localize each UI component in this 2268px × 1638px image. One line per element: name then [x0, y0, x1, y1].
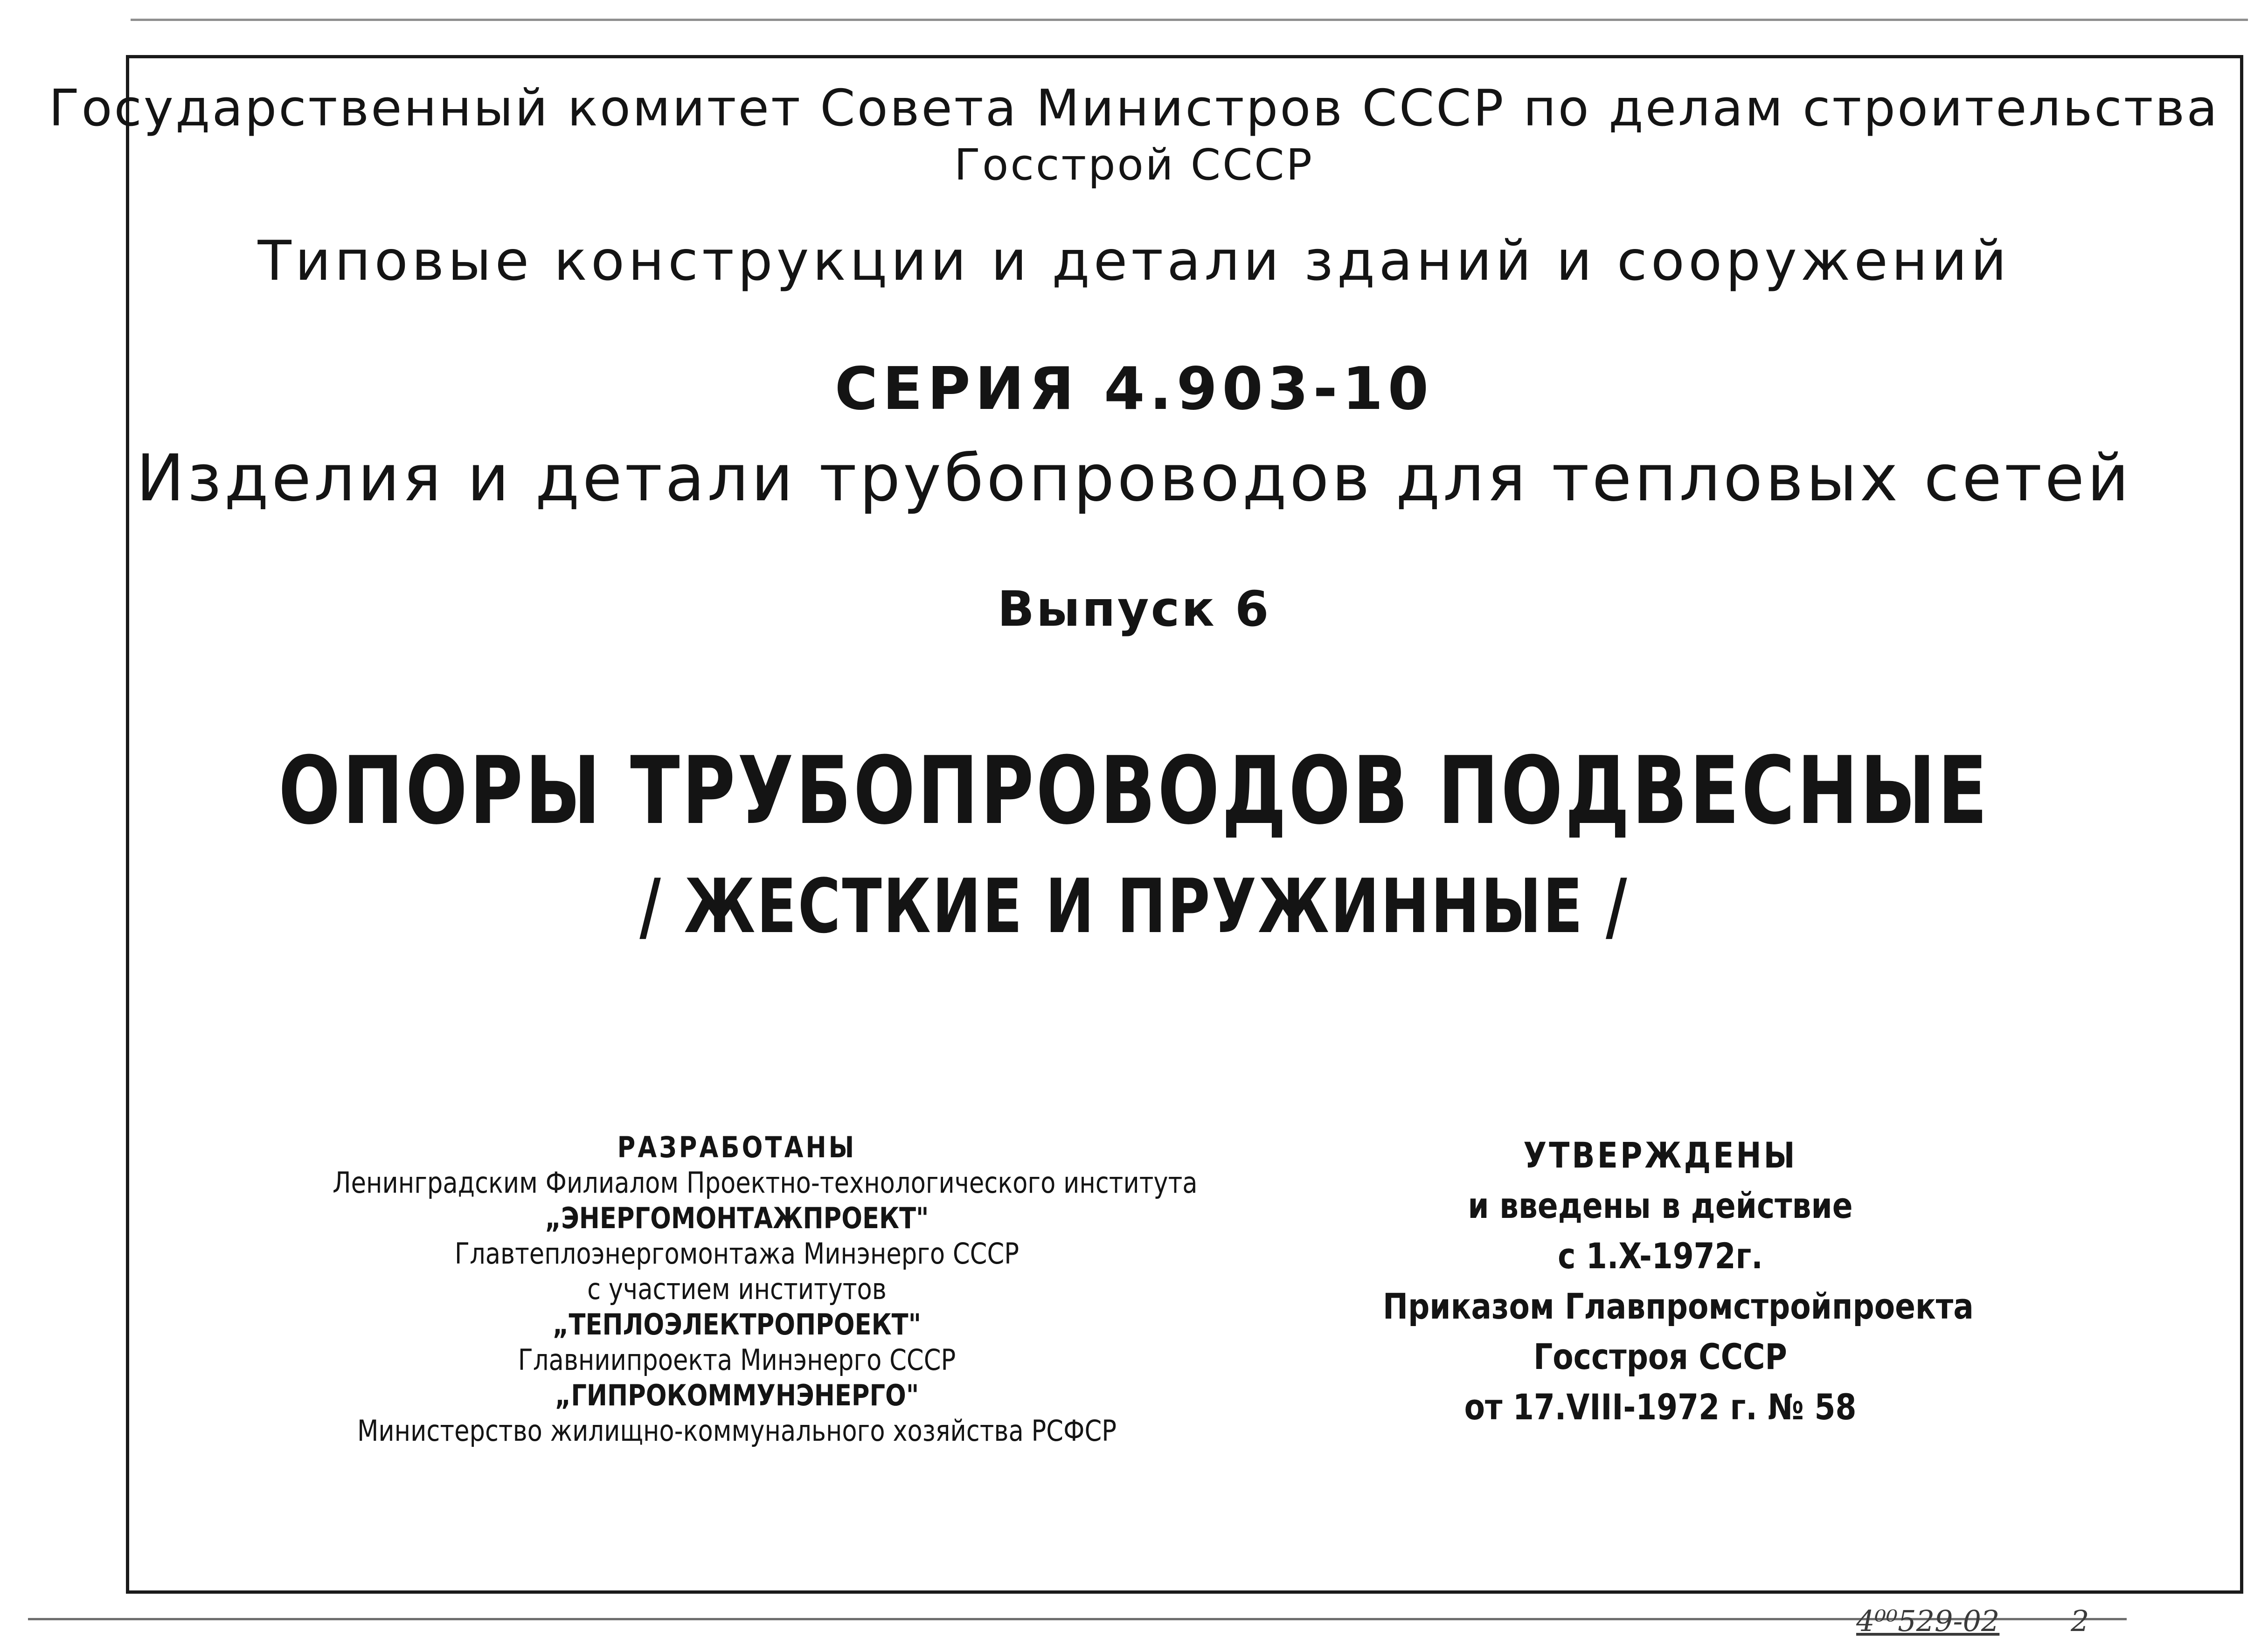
document-title: ОПОРЫ ТРУБОПРОВОДОВ ПОДВЕСНЫЕ: [278, 737, 1990, 845]
typical-designs-heading: Типовые конструкции и детали зданий и сооружений: [257, 228, 2011, 293]
approved-line: с 1.X-1972г.: [1558, 1235, 1763, 1277]
series-number: СЕРИЯ 4.903-10: [834, 354, 1434, 423]
document-subtitle: / ЖЕСТКИЕ И ПРУЖИННЫЕ /: [639, 863, 1629, 950]
developed-line: Главниипроекта Минэнерго СССР: [518, 1343, 956, 1377]
sheet-number: 2: [2071, 1604, 2089, 1638]
organization-line-1: Государственный комитет Совета Министров СССР по делам строительства: [49, 79, 2219, 138]
series-name: Изделия и детали трубопроводов для тепловых сетей: [136, 441, 2132, 516]
approved-line: от 17.VIII-1972 г. № 58: [1464, 1386, 1857, 1428]
developed-line: „ТЕПЛОЭЛЕКТРОПРОЕКТ": [552, 1307, 922, 1341]
inventory-stamp: 4⁰⁰529-02: [1856, 1604, 2000, 1638]
approved-heading: УТВЕРЖДЕНЫ: [1523, 1134, 1797, 1176]
developed-line: Министерство жилищно-коммунального хозяйства РСФСР: [357, 1414, 1117, 1448]
developed-line: Главтеплоэнергомонтажа Минэнерго СССР: [454, 1237, 1020, 1271]
top-edge-line: [131, 19, 2248, 21]
developed-line: с участием институтов: [587, 1272, 887, 1306]
developed-line: „ЭНЕРГОМОНТАЖПРОЕКТ": [545, 1201, 929, 1235]
issue-number: Выпуск 6: [997, 581, 1271, 637]
developed-line: Ленинградским Филиалом Проектно-технологического института: [333, 1166, 1198, 1200]
developed-heading: РАЗРАБОТАНЫ: [617, 1130, 857, 1164]
developed-line: „ГИПРОКОММУНЭНЕРГО": [555, 1378, 919, 1412]
organization-line-2: Госстрой СССР: [954, 140, 1314, 190]
approved-block: [1334, 1134, 1987, 1440]
approved-line: Госстроя СССР: [1533, 1336, 1787, 1377]
bottom-edge-line: [28, 1618, 2127, 1620]
approved-line: Приказом Главпромстройпроекта: [1383, 1286, 1974, 1327]
developed-by-block: [261, 1130, 1213, 1452]
approved-line: и введены в действие: [1468, 1185, 1853, 1226]
